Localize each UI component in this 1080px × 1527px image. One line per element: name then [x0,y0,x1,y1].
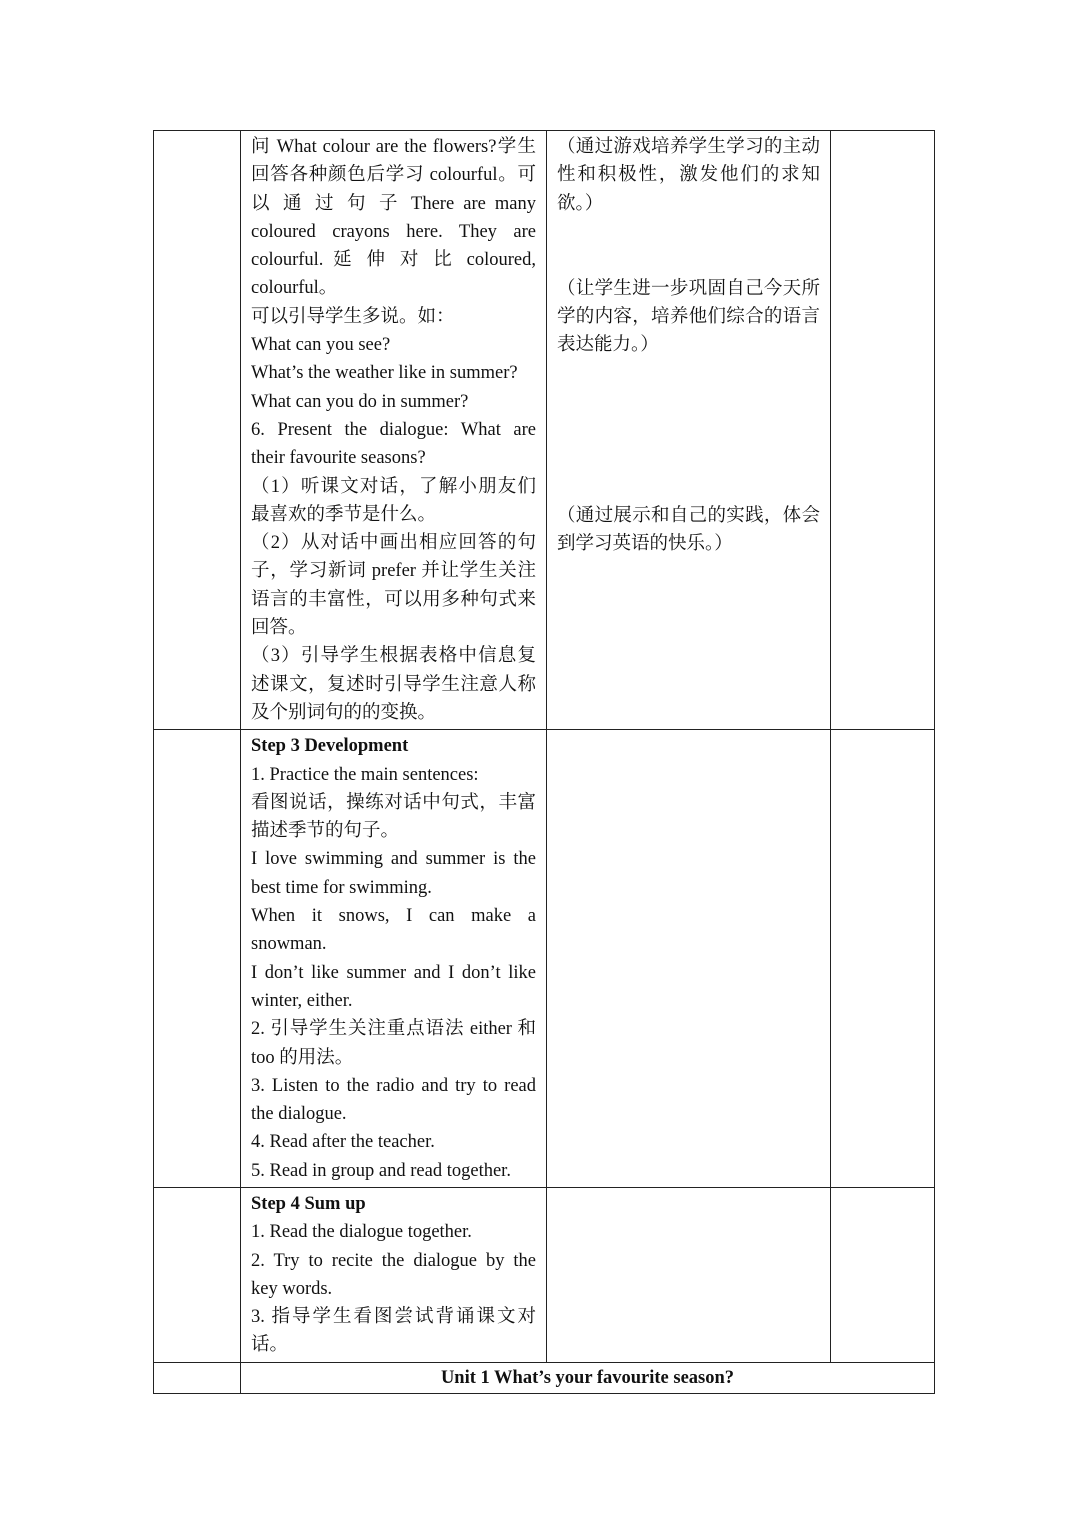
text-line: too 的用法。 [251,1047,354,1068]
purpose-cell [547,730,831,1188]
blank-cell [154,730,241,1188]
text-line: snowman. [251,934,327,955]
text-line: coloured crayons here. They are [251,221,536,242]
blank-cell [831,730,935,1188]
text-line: 问 What colour are the flowers?学生 [251,137,536,157]
spacer [557,360,820,502]
table-row [154,1187,935,1362]
activity-cell [241,131,547,730]
lesson-plan-table [153,130,935,1394]
blank-cell [154,131,241,730]
text-line: their favourite seasons? [251,448,426,469]
text-line: 4. Read after the teacher. [251,1132,435,1153]
blank-cell [154,1187,241,1362]
text-line: 描述季节的句子。 [251,821,400,842]
step-heading: Step 4 Sum up [251,1193,366,1214]
text-line: What can you see? [251,335,391,356]
text-line: colourful。 [251,278,338,299]
text-line: 3. 指导学生看图尝试背诵课文对 [251,1307,536,1328]
text-line: （1）听课文对话，了解小朋友们 [251,476,536,497]
text-line: （2）从对话中画出相应回答的句 [251,533,536,554]
text-line: 看图说话，操练对话中句式，丰富 [251,792,536,813]
text-line: 语言的丰富性，可以用多种句式来 [251,589,536,610]
text-line: key words. [251,1278,333,1299]
text-line: best time for swimming. [251,877,432,898]
text-line: 回答各种颜色后学习 colourful。可 [251,165,536,186]
text-line: What can you do in summer? [251,391,469,412]
step-heading: Step 3 Development [251,736,409,757]
activity-cell [241,730,547,1188]
text-line: winter, either. [251,990,353,1011]
text-line: the dialogue. [251,1104,347,1125]
purpose-note: （让学生进一步巩固自己今天所学的内容，培养他们综合的语言表达能力。） [557,278,820,356]
text-line: colourful. 延 伸 对 比 coloured, [251,250,536,271]
blank-cell [831,1187,935,1362]
text-line: 3. Listen to the radio and try to read [251,1075,536,1096]
text-line: I don’t like summer and I don’t like [251,962,536,983]
purpose-note: （通过展示和自己的实践，体会到学习英语的快乐。） [557,505,820,555]
blank-cell [154,1362,241,1393]
table-row [154,1362,935,1393]
text-line: 2. 引导学生关注重点语法 either 和 [251,1019,536,1040]
text-line: When it snows, I can make a [251,906,536,927]
text-line: 及个别词句的的变换。 [251,702,437,723]
text-line: 回答。 [251,618,307,639]
text-line: What’s the weather like in summer? [251,363,518,384]
text-line: I love swimming and summer is the [251,849,536,870]
text-line: 子，学习新词 prefer 并让学生关注 [251,561,536,582]
table-row [154,131,935,730]
purpose-note: （通过游戏培养学生学习的主动性和积极性，激发他们的求知欲。） [557,137,820,214]
text-line: 以 通 过 句 子 There are many [251,193,536,214]
text-line: 1. Read the dialogue together. [251,1222,472,1243]
text-line: （3）引导学生根据表格中信息复 [251,646,536,667]
text-line: 最喜欢的季节是什么。 [251,504,437,525]
text-line: 述课文，复述时引导学生注意人称 [251,674,536,695]
text-line: 5. Read in group and read together. [251,1160,511,1181]
text-line: 6. Present the dialogue: What are [251,419,536,440]
blank-cell [831,131,935,730]
table-row [154,730,935,1188]
text-line: 1. Practice the main sentences: [251,764,479,785]
purpose-cell [547,131,831,730]
unit-title: Unit 1 What’s your favourite season? [241,1362,935,1393]
text-line: 可以引导学生多说。如： [251,306,455,327]
text-line: 话。 [251,1335,289,1356]
spacer [557,218,820,275]
activity-cell [241,1187,547,1362]
purpose-cell [547,1187,831,1362]
text-line: 2. Try to recite the dialogue by the [251,1250,536,1271]
